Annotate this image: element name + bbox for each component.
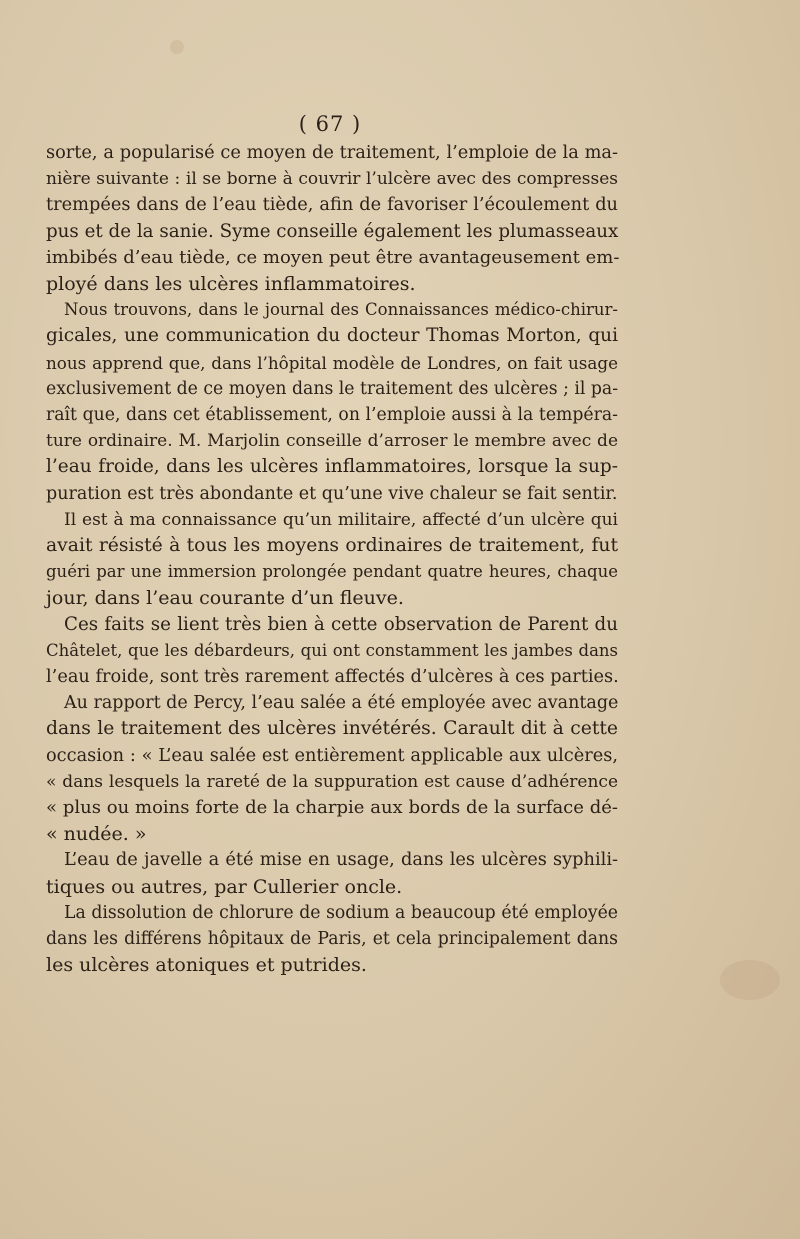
text-line: gicales, une communication du docteur Thomas Morton, qui	[46, 325, 618, 347]
text-line: Ces faits se lient très bien à cette observation de Parent du	[64, 613, 618, 635]
text-line: ture ordinaire. M. Marjolin conseille d’arroser le membre avec de	[46, 431, 618, 452]
text-line: dans les différens hôpitaux de Paris, et cela principalement dans	[46, 929, 618, 950]
text-line: dans le traitement des ulcères invétérés. Carault dit à cette	[46, 718, 618, 740]
text-line: guéri par une immersion prolongée pendant quatre heures, chaque	[46, 562, 618, 582]
text-line: l’eau froide, dans les ulcères inflammatoires, lorsque la sup-	[46, 456, 618, 478]
text-line: nous apprend que, dans l’hôpital modèle de Londres, on fait usage	[46, 352, 618, 373]
text-line: avait résisté à tous les moyens ordinaires de traitement, fut	[46, 535, 618, 557]
text-line: Nous trouvons, dans le journal des Connaissances médico-chirur-	[64, 300, 618, 320]
text-line: Au rapport de Percy, l’eau salée a été employée avec avantage	[64, 693, 619, 714]
text-line: « dans lesquels la rareté de la suppuration est cause d’adhérence	[46, 771, 618, 792]
text-line: raît que, dans cet établissement, on l’emploie aussi à la tempéra-	[46, 405, 618, 426]
text-line: occasion : « L’eau salée est entièrement applicable aux ulcères,	[46, 745, 618, 766]
text-line: l’eau froide, sont très rarement affectés d’ulcères à ces parties.	[46, 667, 619, 688]
paper-stain	[720, 960, 780, 1000]
text-line: L’eau de javelle a été mise en usage, dans les ulcères syphili-	[64, 850, 618, 871]
body-text	[46, 140, 618, 979]
text-line: sorte, a popularisé ce moyen de traitement, l’emploie de la ma-	[46, 143, 618, 163]
text-line: tiques ou autres, par Cullerier oncle.	[46, 875, 403, 898]
text-line: « nudée. »	[46, 823, 147, 846]
text-line: Il est à ma connaissance qu’un militaire, affecté d’un ulcère qui	[64, 509, 618, 530]
text-line: pus et de la sanie. Syme conseille également les plumasseaux	[46, 220, 619, 242]
text-line: nière suivante : il se borne à couvrir l’ulcère avec des compresses	[46, 169, 618, 190]
paper-stain	[170, 40, 184, 54]
text-line: « plus ou moins forte de la charpie aux bords de la surface dé-	[46, 797, 618, 819]
text-line: puration est très abondante et qu’une vive chaleur se fait sentir.	[46, 483, 618, 504]
text-line: imbibés d’eau tiède, ce moyen peut être avantageusement em-	[46, 246, 620, 268]
page-number: ( 67 )	[298, 112, 362, 136]
text-line: ployé dans les ulcères inflammatoires.	[46, 273, 416, 296]
text-line: Châtelet, que les débardeurs, qui ont constamment les jambes dans	[46, 640, 618, 660]
text-line: les ulcères atoniques et putrides.	[46, 954, 367, 977]
text-line: exclusivement de ce moyen dans le traitement des ulcères ; il pa-	[46, 378, 619, 399]
text-line: La dissolution de chlorure de sodium a beaucoup été employée	[64, 902, 618, 923]
text-line: trempées dans de l’eau tiède, afin de favoriser l’écoulement du	[46, 195, 618, 216]
text-line: jour, dans l’eau courante d’un fleuve.	[46, 587, 404, 610]
